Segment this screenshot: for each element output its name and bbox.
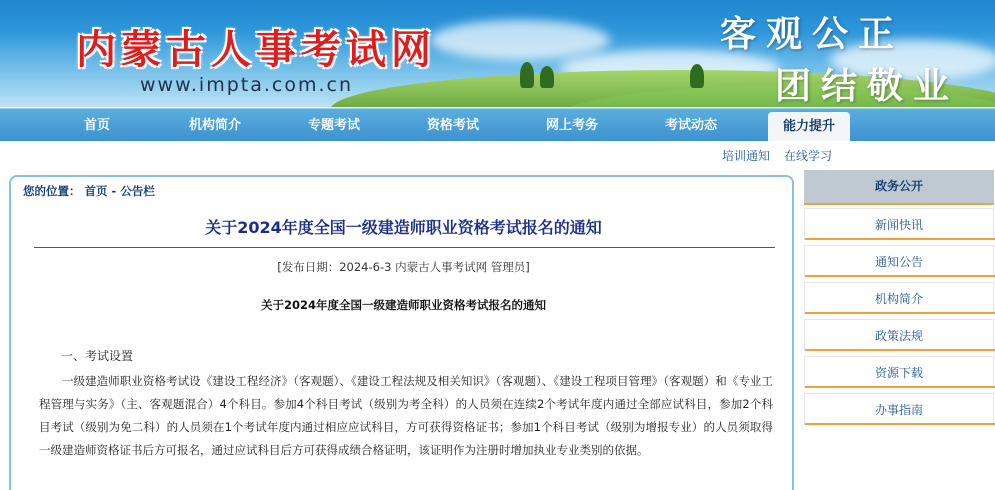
publish-info: [发布日期：2024-6-3 内蒙古人事考试网 管理员] (277, 260, 530, 274)
nav-item-about[interactable]: 机构简介 (188, 118, 241, 133)
nav-item-qualification-exams[interactable]: 资格考试 (426, 118, 479, 133)
nav-item-online-affairs[interactable]: 网上考务 (545, 118, 598, 133)
article-title: 关于2024年度全国一级建造师职业资格考试报名的通知 (205, 218, 602, 237)
section-heading: 一、考试设置 (61, 349, 134, 363)
breadcrumb-home-link[interactable]: 首页 (84, 184, 108, 198)
site-logo-title: 内蒙古人事考试网 (76, 26, 436, 73)
sidebar-item-notices[interactable] (804, 245, 994, 277)
sidebar-item-label: 政策法规 (874, 329, 923, 343)
article-panel (9, 175, 794, 490)
banner-motto-line1: 客观公正 (720, 13, 905, 55)
article-paragraph: 一级建造师职业资格考试设《建设工程经济》（客观题）、《建设工程法规及相关知识》（客观题）、《建设工程项目管理》（客观题）和《专业工程管理与实务》（主、客观题混合）4个科目。参加4个科目考试（级别为考全科）的人员须在连续2个考试年度内通过全部应试科目，参加2个科目考试（级别为免二科）的人员须在1个考试年度内通过相应应试科目，方可获得资格证书；参加1个科目考试（级别为增报专业）的人员须取得一级建造师资格证书后方可报名，通过应试科目后方可获得成绩合格证明，该证明作为注册时增加执业专业类别的依据。 (39, 374, 773, 457)
sub-nav (0, 141, 995, 169)
banner-tree (520, 62, 534, 88)
article-subtitle: 关于2024年度全国一级建造师职业资格考试报名的通知 (260, 298, 546, 312)
sidebar-item-label: 机构简介 (874, 292, 923, 306)
sidebar-accent-bar (805, 423, 995, 425)
breadcrumb (23, 183, 155, 199)
main-nav (0, 108, 995, 141)
sidebar-item-news[interactable] (804, 208, 994, 240)
sidebar-item-label: 资源下载 (874, 366, 923, 380)
nav-item-exam-news[interactable]: 考试动态 (664, 118, 717, 133)
banner-cloud (430, 20, 610, 60)
sidebar-item-service-guide[interactable] (804, 393, 994, 425)
sidebar-accent-bar (805, 349, 995, 351)
breadcrumb-separator: - (111, 184, 117, 198)
nav-item-skill-improvement[interactable]: 能力提升 (768, 112, 850, 142)
banner-motto-line2: 团结敬业 (775, 65, 960, 107)
title-divider (34, 247, 775, 248)
sidebar-item-about[interactable] (804, 282, 994, 314)
site-url: www.impta.com.cn (140, 74, 354, 96)
sidebar-accent-bar (805, 275, 995, 277)
nav-item-special-exams[interactable]: 专题考试 (307, 118, 360, 133)
sidebar-header-gov-affairs[interactable] (804, 170, 994, 204)
subnav-training-notice[interactable]: 培训通知 (722, 149, 771, 163)
sidebar-accent-bar (805, 386, 995, 388)
site-banner (0, 0, 995, 107)
sidebar-item-policies[interactable] (804, 319, 994, 351)
subnav-online-learning[interactable]: 在线学习 (784, 149, 833, 163)
sidebar-accent-bar (805, 312, 995, 314)
breadcrumb-current-link[interactable]: 公告栏 (120, 184, 155, 198)
banner-tree (540, 66, 554, 88)
nav-item-home[interactable]: 首页 (83, 118, 110, 133)
sidebar-item-downloads[interactable] (804, 356, 994, 388)
sidebar-item-label: 通知公告 (874, 255, 923, 269)
sidebar-header-label: 政务公开 (874, 179, 923, 193)
banner-tree (690, 64, 704, 88)
sidebar-item-label: 办事指南 (874, 403, 923, 417)
sidebar (804, 170, 994, 490)
sidebar-accent-bar (805, 238, 995, 240)
breadcrumb-prefix: 您的位置： (23, 184, 81, 198)
sidebar-item-label: 新闻快讯 (874, 218, 923, 232)
sidebar-accent-bar (804, 203, 994, 205)
